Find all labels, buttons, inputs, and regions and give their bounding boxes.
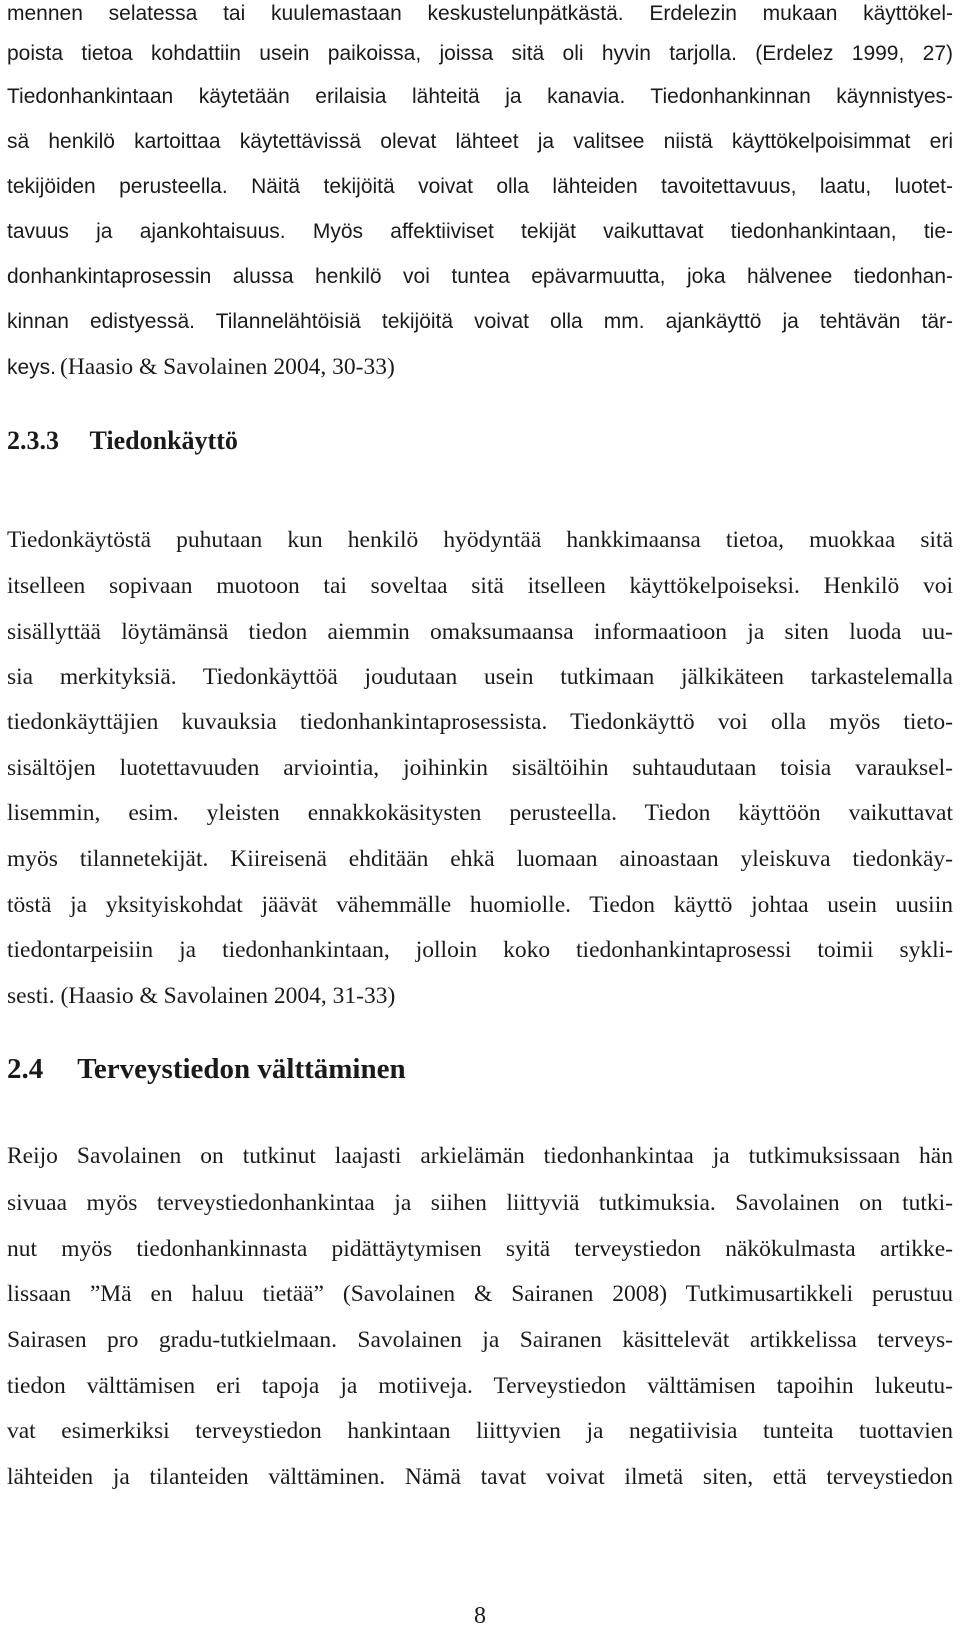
- text-line: kinnan edistyessä. Tilannelähtöisiä tekijöitä voivat olla mm. ajankäyttö ja tehtävän tär-: [7, 310, 953, 333]
- text-line: lisemmin, esim. yleisten ennakkokäsitysten perusteella. Tiedon käyttöön vaikuttavat: [7, 800, 953, 826]
- text-line: sä henkilö kartoittaa käytettävissä olevat lähteet ja valitsee niistä käyttökelpoisimmat eri: [7, 130, 953, 153]
- heading-title: Tiedonkäyttö: [89, 426, 238, 455]
- section-heading-2-3-3: [7, 418, 238, 464]
- heading-number: 2.4: [7, 1053, 44, 1085]
- text-line: Reijo Savolainen on tutkinut laajasti arkielämän tiedonhankintaa ja tutkimuksissaan hän: [7, 1143, 953, 1169]
- heading-title: Terveystiedon välttäminen: [77, 1053, 406, 1085]
- text-line: poista tietoa kohdattiin usein paikoissa, joissa sitä oli hyvin tarjolla. (Erdelez 1999, 27): [7, 42, 953, 65]
- text-line: töstä ja yksityiskohdat jäävät vähemmälle huomiolle. Tiedon käyttö johtaa usein uusiin: [7, 892, 953, 918]
- text-line: sisällyttää löytämänsä tiedon aiemmin omaksumaansa informaatioon ja siten luoda uu-: [7, 619, 953, 645]
- text-line: sisältöjen luotettavuuden arviointia, joihinkin sisältöihin suhtaudutaan toisia varauksel-: [7, 755, 953, 781]
- text-line: sia merkityksiä. Tiedonkäyttöä joudutaan usein tutkimaan jälkikäteen tarkastelemalla: [7, 664, 953, 690]
- section-heading-2-4: [7, 1046, 406, 1092]
- text-line: Tiedonhankintaan käytetään erilaisia lähteitä ja kanavia. Tiedonhankinnan käynnistyes-: [7, 85, 953, 108]
- text-line: Sairasen pro gradu-tutkielmaan. Savolainen ja Sairanen käsittelevät artikkelissa terveys-: [7, 1327, 953, 1353]
- text-line: sesti. (Haasio & Savolainen 2004, 31-33): [7, 983, 396, 1009]
- text-line: sivuaa myös terveystiedonhankintaa ja siihen liittyviä tutkimuksia. Savolainen on tutki-: [7, 1190, 953, 1216]
- text-line: itselleen sopivaan muotoon tai soveltaa sitä itselleen käyttökelpoiseksi. Henkilö voi: [7, 573, 953, 599]
- text-line: myös tilannetekijät. Kiireisenä ehditään ehkä luomaan ainoastaan yleiskuva tiedonkäy-: [7, 846, 953, 872]
- text-line: tekijöiden perusteella. Näitä tekijöitä voivat olla lähteiden tavoitettavuus, laatu, luotet-: [7, 175, 953, 198]
- text-line: tiedonkäyttäjien kuvauksia tiedonhankintaprosessista. Tiedonkäyttö voi olla myös tieto-: [7, 709, 953, 735]
- text-line: donhankintaprosessin alussa henkilö voi tuntea epävarmuutta, joka hälvenee tiedonhan-: [7, 265, 953, 288]
- text-line: vat esimerkiksi terveystiedon hankintaan liittyvien ja negatiivisia tunteita tuottavien: [7, 1418, 953, 1444]
- text-line: tiedontarpeisiin ja tiedonhankintaan, jolloin koko tiedonhankintaprosessi toimii sykli-: [7, 937, 953, 963]
- text-line: tavuus ja ajankohtaisuus. Myös affektiiviset tekijät vaikuttavat tiedonhankintaan, tie-: [7, 220, 953, 243]
- text-fragment: keys.: [7, 356, 57, 379]
- text-line: lähteiden ja tilanteiden välttäminen. Nämä tavat voivat ilmetä siten, että terveystiedon: [7, 1464, 953, 1490]
- text-line: tiedon välttämisen eri tapoja ja motiiveja. Terveystiedon välttämisen tapoihin lukeutu-: [7, 1373, 953, 1399]
- text-line: [7, 344, 395, 390]
- text-line: mennen selatessa tai kuulemastaan keskustelunpätkästä. Erdelezin mukaan käyttökel-: [7, 2, 953, 25]
- text-line: lissaan ”Mä en haluu tietää” (Savolainen & Sairanen 2008) Tutkimusartikkeli perustuu: [7, 1281, 953, 1307]
- citation: (Haasio & Savolainen 2004, 30-33): [60, 354, 395, 380]
- text-line: Tiedonkäytöstä puhutaan kun henkilö hyödyntää hankkimaansa tietoa, muokkaa sitä: [7, 527, 953, 553]
- page-number: 8: [474, 1603, 486, 1629]
- heading-number: 2.3.3: [7, 426, 59, 455]
- text-line: nut myös tiedonhankinnasta pidättäytymisen syitä terveystiedon näkökulmasta artikke-: [7, 1236, 953, 1262]
